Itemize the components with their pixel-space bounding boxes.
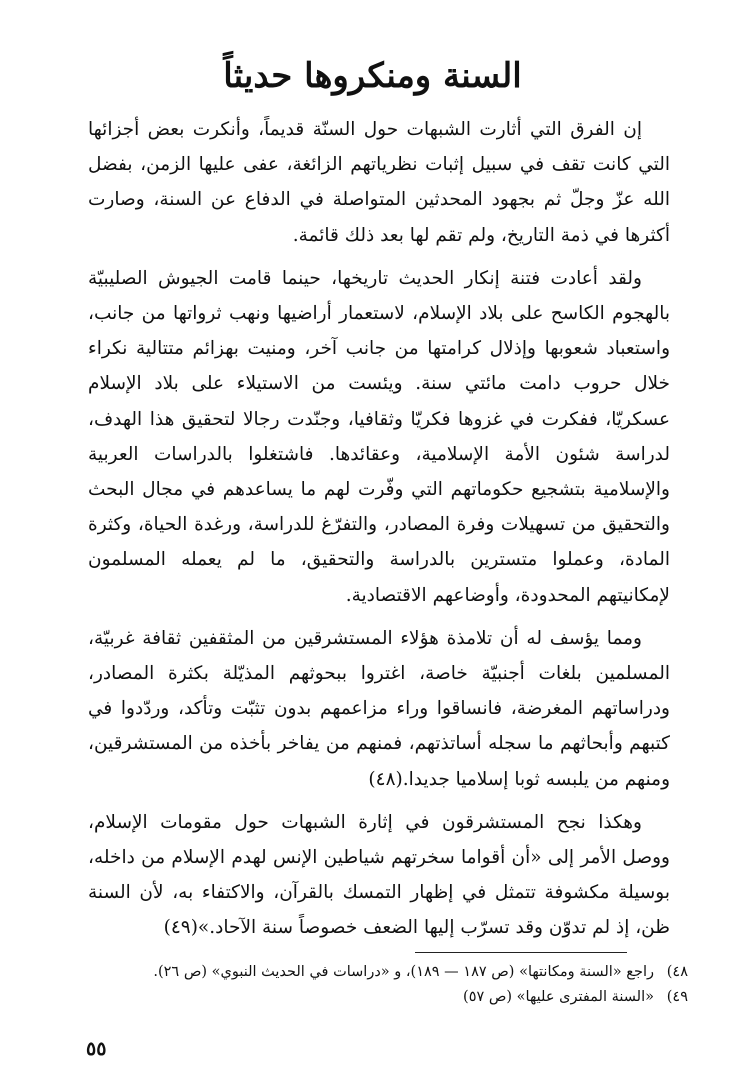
footnote-49 [88, 985, 688, 1010]
footnote-separator [415, 952, 627, 953]
footnote-text: «السنة المفترى عليها» (ص ٥٧) [463, 989, 654, 1005]
paragraph-4: وهكذا نجح المستشرقون في إثارة الشبهات حول مقومات الإسلام، ووصل الأمر إلى «أن أقواما سخرتهم شياطين الإنس لهدم الإسلام من داخله، بوسيلة مكشوفة تتمثل في إظهار التمسك بالقرآن، والاكتفاء به، لأن السنة ظن، إذ لم تدوّن وقد تسرّب إليها الضعف خصوصاً سنة الآحاد.»(٤٩) [88, 811, 670, 939]
footnote-48 [88, 960, 688, 985]
page-number: ٥٥ [86, 1038, 107, 1060]
paragraph-2: ولقد أعادت فتنة إنكار الحديث تاريخها، حينما قامت الجيوش الصليبيّة بالهجوم الكاسح على بلاد الإسلام، لاستعمار أراضيها ونهب ثرواتها من جانب، واستعباد شعوبها وإذلال كرامتها من جانب آخر، ومنيت بهزائم متتالية نكراء خلال حروب دامت مائتي سنة. ويئست من الاستيلاء على بلاد الإسلام عسكريّا، ففكرت في غزوها فكريّا وثقافيا، وجنّدت رجالا لتحقيق هذا الهدف، لدراسة شئون الأمة الإسلامية، وعقائدها. فاشتغلوا بالدراسات العربية والإسلامية بتشجيع حكوماتهم التي وفّرت لهم ما يساعدهم في مجال البحث والتحقيق من تسهيلات وفرة المصادر، والتفرّغ للدراسة، ورغدة الحياة، وكثرة المادة، وعملوا متسترين بالدراسة والتحقيق، ما لم يعمله المسلمون لإمكانيتهم المحدودة، وأوضاعهم الاقتصادية. [88, 267, 670, 606]
footnote-number: ٤٩) [666, 989, 688, 1005]
paragraph-1: إن الفرق التي أثارت الشبهات حول السنّة قديماً، وأنكرت بعض أجزائها التي كانت تقف في سبيل إثبات نظرياتهم الزائغة، عفى عليها الزمن، بفضل الله عزّ وجلّ ثم بجهود المحدثين المتواصلة في الدفاع عن السنة، وصارت أكثرها في ذمة التاريخ، ولم تقم لها بعد ذلك قائمة. [88, 119, 670, 246]
main-text [88, 112, 670, 954]
footnotes [88, 960, 688, 1010]
footnote-number: ٤٨) [666, 964, 688, 980]
chapter-title: السنة ومنكروها حديثاً [223, 56, 522, 96]
footnote-text: راجع «السنة ومكانتها» (ص ١٨٧ — ١٨٩)، و «دراسات في الحديث النبوي» (ص ٢٦). [153, 964, 654, 980]
paragraph-3: ومما يؤسف له أن تلامذة هؤلاء المستشرقين من المثقفين ثقافة غربيّة، المسلمين بلغات أجنبيّة خاصة، اغتروا ببحوثهم المذيّلة بكثرة المصادر، ودراساتهم المغرضة، فانساقوا وراء مزاعمهم بدون تثبّت وتأكد، وردّدوا في كتبهم وأبحاثهم ما سجله أساتذتهم، فمنهم من يفاخر بأخذه من المستشرقين، ومنهم من يلبسه ثوبا إسلاميا جديدا.(٤٨) [88, 627, 670, 790]
